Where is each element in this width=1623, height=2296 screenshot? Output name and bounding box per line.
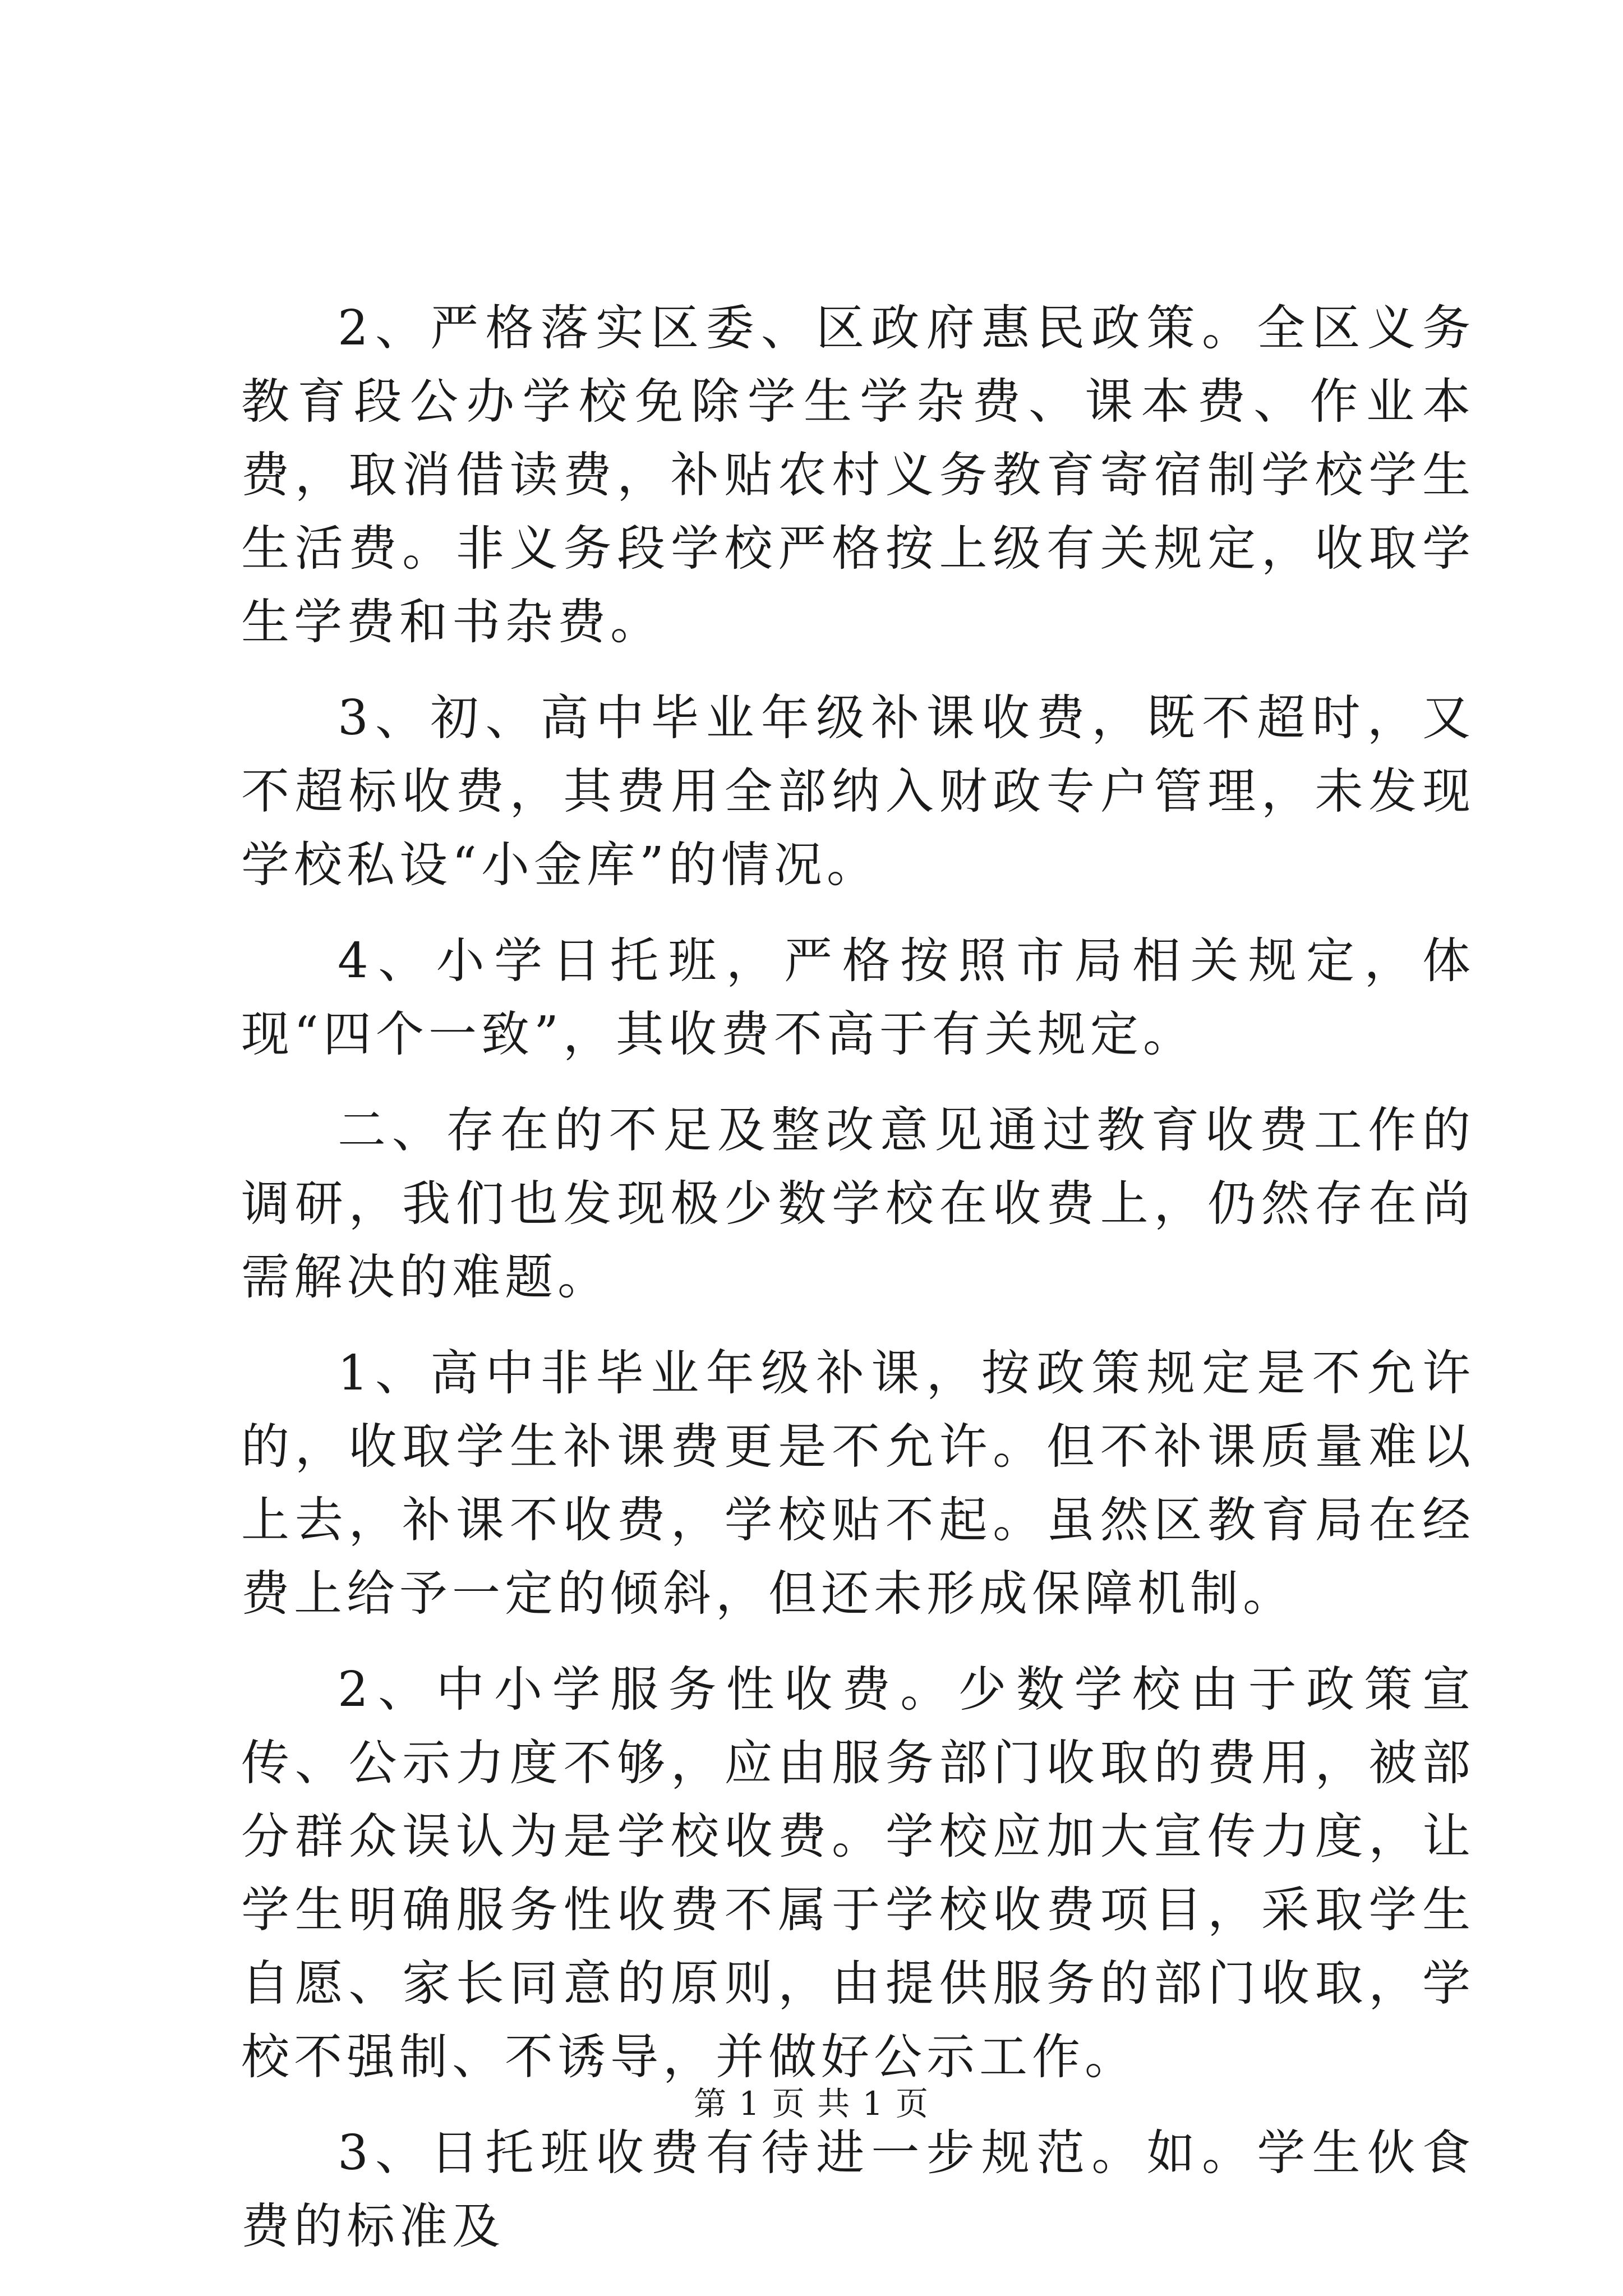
- page-footer: 第 1 页 共 1 页: [694, 2085, 929, 2123]
- document-body: [241, 292, 1475, 2286]
- paragraph-item-3: 3、初、高中毕业年级补课收费，既不超时，又不超标收费，其费用全部纳入财政专户管理，未发现学校私设“小金库”的情况。: [241, 690, 1475, 893]
- paragraph-issue-1: 1、高中非毕业年级补课，按政策规定是不允许的，收取学生补课费更是不允许。但不补课质量难以上去，补课不收费，学校贴不起。虽然区教育局在经费上给予一定的倾斜，但还未形成保障机制。: [241, 1345, 1475, 1622]
- paragraph-item-2: 2、严格落实区委、区政府惠民政策。全区义务教育段公办学校免除学生学杂费、课本费、作业本费，取消借读费，补贴农村义务教育寄宿制学校学生生活费。非义务段学校严格按上级有关规定，收取学生学费和书杂费。: [241, 300, 1475, 650]
- paragraph-issue-3: 3、日托班收费有待进一步规范。如。学生伙食费的标准及: [241, 2125, 1475, 2254]
- paragraph-section-2: 二、存在的不足及整改意见通过教育收费工作的调研，我们也发现极少数学校在收费上，仍然存在尚需解决的难题。: [241, 1102, 1475, 1305]
- paragraph-issue-2: 2、中小学服务性收费。少数学校由于政策宣传、公示力度不够，应由服务部门收取的费用，被部分群众误认为是学校收费。学校应加大宣传力度，让学生明确服务性收费不属于学校收费项目，采取学生自愿、家长同意的原则，由提供服务的部门收取，学校不强制、不诱导，并做好公示工作。: [241, 1662, 1475, 2085]
- paragraph-item-4: 4、小学日托班，严格按照市局相关规定，体现“四个一致”，其收费不高于有关规定。: [241, 933, 1475, 1062]
